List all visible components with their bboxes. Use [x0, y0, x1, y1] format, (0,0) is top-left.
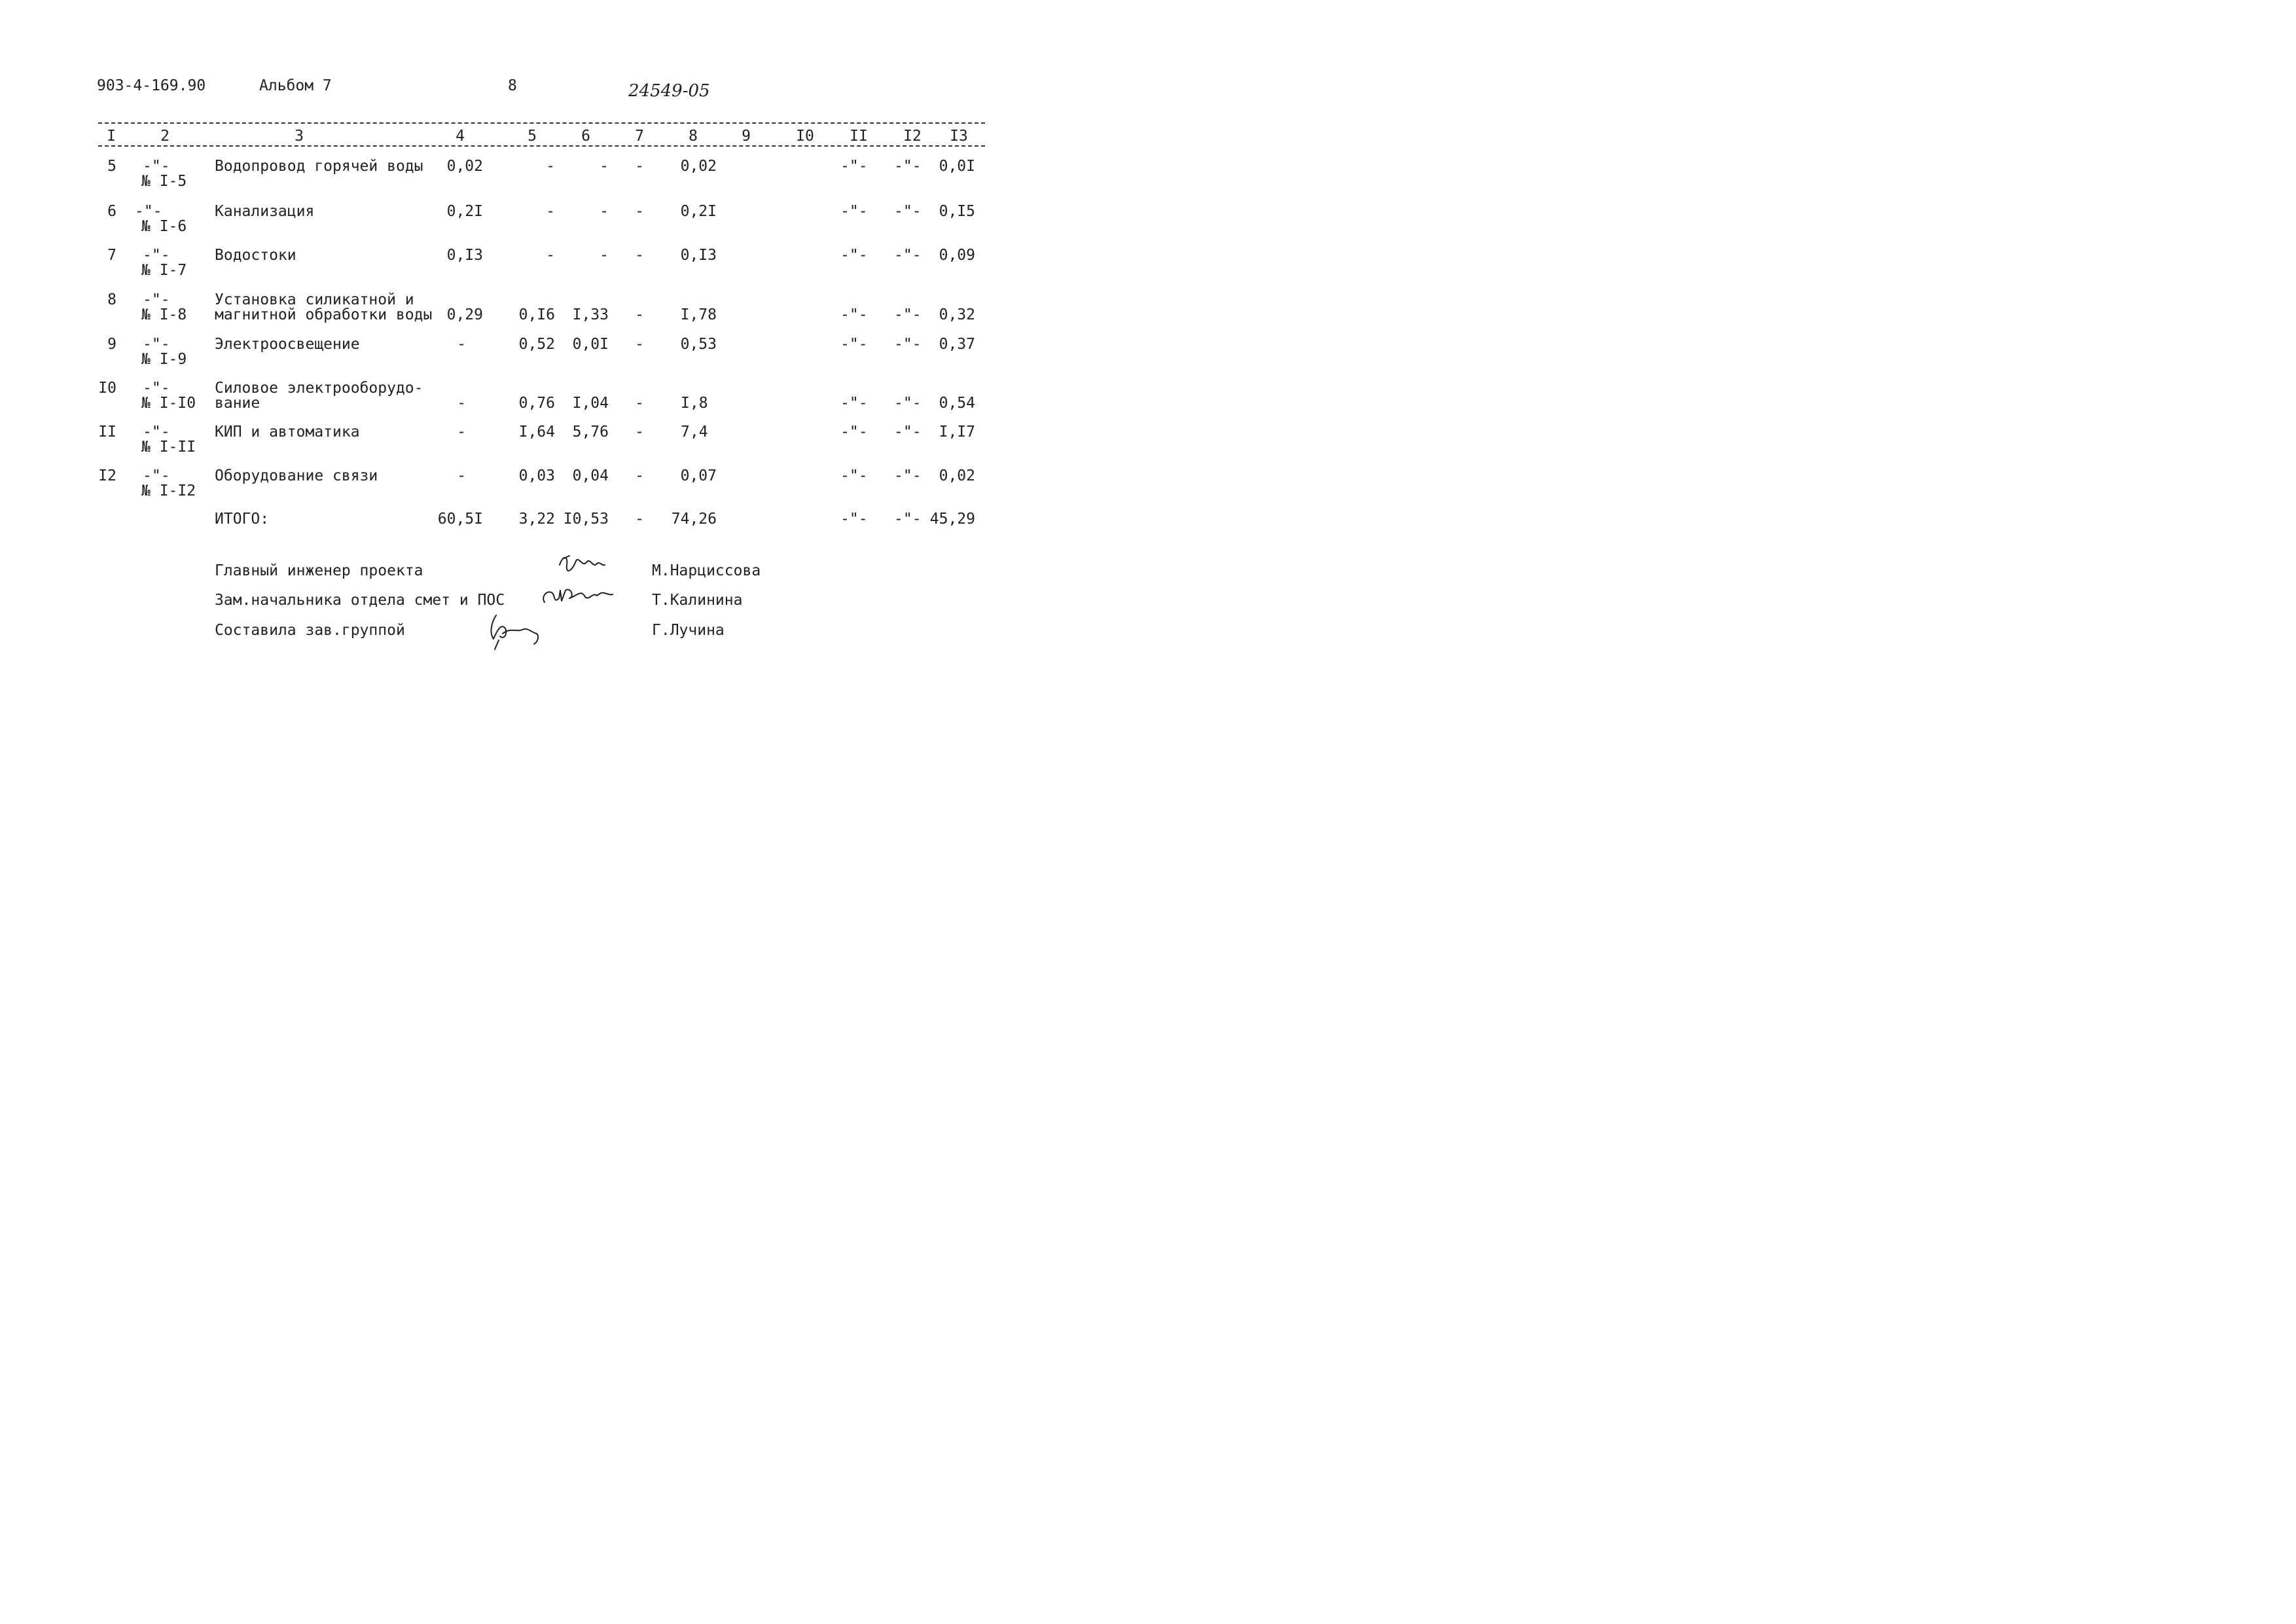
cell-col7: -: [635, 247, 644, 264]
total-label: ИТОГО:: [215, 511, 270, 528]
row-name-line: магнитной обработки воды: [215, 306, 433, 323]
cell-col8: 0,53: [680, 336, 717, 353]
cell-col7: -: [635, 336, 644, 353]
cell-col12: -"-: [894, 203, 922, 220]
row-reference: № I-5: [141, 173, 187, 190]
row-name-line: Канализация: [215, 203, 315, 220]
row-number: 6: [107, 203, 117, 220]
signature-mark: [556, 552, 609, 578]
total-col7: -: [635, 511, 644, 528]
cell-col7: -: [635, 306, 644, 323]
signature-mark: [484, 610, 547, 653]
row-reference: № I-8: [141, 306, 187, 323]
cell-col12: -"-: [894, 336, 922, 353]
cell-col4: -: [457, 424, 466, 441]
row-name-line: КИП и автоматика: [215, 424, 360, 441]
cell-col11: -"-: [840, 395, 868, 412]
cell-col8: I,78: [680, 306, 717, 323]
row-number: 7: [107, 247, 117, 264]
cell-col4: -: [457, 467, 466, 484]
cell-col7: -: [635, 395, 644, 412]
cell-col5: 0,52: [518, 336, 555, 353]
cell-col4: 0,I3: [446, 247, 483, 264]
cell-col13: 0,54: [939, 395, 975, 412]
ditto-mark: -"-: [143, 247, 170, 264]
row-number: 5: [107, 158, 117, 175]
column-header: 4: [456, 128, 465, 145]
signer-role: Составила зав.группой: [215, 622, 405, 639]
column-header: 7: [635, 128, 644, 145]
column-header: 9: [742, 128, 751, 145]
row-number: II: [98, 424, 117, 441]
cell-col11: -"-: [840, 467, 868, 484]
cell-col7: -: [635, 424, 644, 441]
cell-col6: -: [600, 247, 609, 264]
cell-col13: 0,32: [939, 306, 975, 323]
total-col12: -"-: [894, 511, 922, 528]
signer-name: М.Нарциссова: [652, 562, 761, 579]
row-reference: № I-I0: [141, 395, 196, 412]
header-rule-bottom: [98, 145, 985, 147]
cell-col6: 5,76: [572, 424, 609, 441]
row-name-line: Оборудование связи: [215, 467, 378, 484]
cell-col5: -: [546, 158, 555, 175]
cell-col5: 0,03: [518, 467, 555, 484]
total-col8: 74,26: [671, 511, 717, 528]
row-reference: № I-6: [141, 218, 187, 235]
cell-col11: -"-: [840, 336, 868, 353]
cell-col5: 0,I6: [518, 306, 555, 323]
column-header: I3: [950, 128, 968, 145]
cell-col12: -"-: [894, 395, 922, 412]
row-name-line: Водостоки: [215, 247, 296, 264]
total-col13: 45,29: [929, 511, 975, 528]
cell-col11: -"-: [840, 203, 868, 220]
total-col11: -"-: [840, 511, 868, 528]
signer-role: Главный инженер проекта: [215, 562, 423, 579]
ditto-mark: -"-: [135, 203, 162, 220]
total-col6: I0,53: [563, 511, 609, 528]
cell-col6: I,04: [572, 395, 609, 412]
ditto-mark: -"-: [143, 158, 170, 175]
cell-col6: -: [600, 158, 609, 175]
row-name-line: Водопровод горячей воды: [215, 158, 423, 175]
cell-col5: I,64: [518, 424, 555, 441]
signer-name: Т.Калинина: [652, 592, 743, 609]
row-reference: № I-I2: [141, 482, 196, 499]
cell-col8: 0,07: [680, 467, 717, 484]
row-reference: № I-9: [141, 351, 187, 368]
ditto-mark: -"-: [143, 380, 170, 397]
cell-col12: -"-: [894, 247, 922, 264]
cell-col8: 0,I3: [680, 247, 717, 264]
signer-role: Зам.начальника отдела смет и ПОС: [215, 592, 505, 609]
total-col5: 3,22: [518, 511, 555, 528]
column-header: 5: [528, 128, 537, 145]
ditto-mark: -"-: [143, 467, 170, 484]
signature-mark: [538, 584, 617, 610]
cell-col12: -"-: [894, 467, 922, 484]
ditto-mark: -"-: [143, 336, 170, 353]
column-header: 2: [160, 128, 170, 145]
cell-col8: 0,02: [680, 158, 717, 175]
cell-col13: 0,02: [939, 467, 975, 484]
row-number: 9: [107, 336, 117, 353]
cell-col4: 0,29: [446, 306, 483, 323]
cell-col13: 0,I5: [939, 203, 975, 220]
row-number: 8: [107, 291, 117, 308]
cell-col4: 0,2I: [446, 203, 483, 220]
row-name-line: Электроосвещение: [215, 336, 360, 353]
cell-col6: -: [600, 203, 609, 220]
inventory-number: 24549-05: [628, 81, 710, 101]
row-name-line: вание: [215, 395, 260, 412]
column-header: I: [107, 128, 116, 145]
cell-col5: -: [546, 203, 555, 220]
row-name-line: Силовое электрооборудо-: [215, 380, 423, 397]
cell-col7: -: [635, 158, 644, 175]
column-header: 3: [295, 128, 304, 145]
signer-name: Г.Лучина: [652, 622, 725, 639]
document-code: 903-4-169.90: [97, 77, 206, 94]
cell-col6: 0,0I: [572, 336, 609, 353]
cell-col11: -"-: [840, 247, 868, 264]
cell-col13: 0,09: [939, 247, 975, 264]
row-name-line: Установка силикатной и: [215, 291, 414, 308]
total-col4: 60,5I: [437, 511, 483, 528]
cell-col4: -: [457, 336, 466, 353]
ditto-mark: -"-: [143, 424, 170, 441]
cell-col13: I,I7: [939, 424, 975, 441]
cell-col13: 0,0I: [939, 158, 975, 175]
row-number: I0: [98, 380, 117, 397]
row-reference: № I-II: [141, 439, 196, 456]
cell-col7: -: [635, 203, 644, 220]
header-rule-top: [98, 122, 985, 124]
album-label: Альбом 7: [259, 77, 332, 94]
cell-col4: -: [457, 395, 466, 412]
cell-col8: 7,4: [681, 424, 708, 441]
cell-col5: -: [546, 247, 555, 264]
column-header: I2: [903, 128, 922, 145]
cell-col11: -"-: [840, 158, 868, 175]
cell-col8: I,8: [681, 395, 708, 412]
ditto-mark: -"-: [143, 291, 170, 308]
page-number: 8: [508, 77, 517, 94]
column-header: I0: [796, 128, 814, 145]
cell-col11: -"-: [840, 306, 868, 323]
cell-col12: -"-: [894, 158, 922, 175]
cell-col6: 0,04: [572, 467, 609, 484]
column-header: 6: [581, 128, 590, 145]
cell-col8: 0,2I: [680, 203, 717, 220]
cell-col11: -"-: [840, 424, 868, 441]
cell-col12: -"-: [894, 424, 922, 441]
cell-col4: 0,02: [446, 158, 483, 175]
cell-col6: I,33: [572, 306, 609, 323]
cell-col13: 0,37: [939, 336, 975, 353]
row-number: I2: [98, 467, 117, 484]
cell-col7: -: [635, 467, 644, 484]
cell-col12: -"-: [894, 306, 922, 323]
column-header: II: [850, 128, 868, 145]
row-reference: № I-7: [141, 262, 187, 279]
cell-col5: 0,76: [518, 395, 555, 412]
column-header: 8: [689, 128, 698, 145]
